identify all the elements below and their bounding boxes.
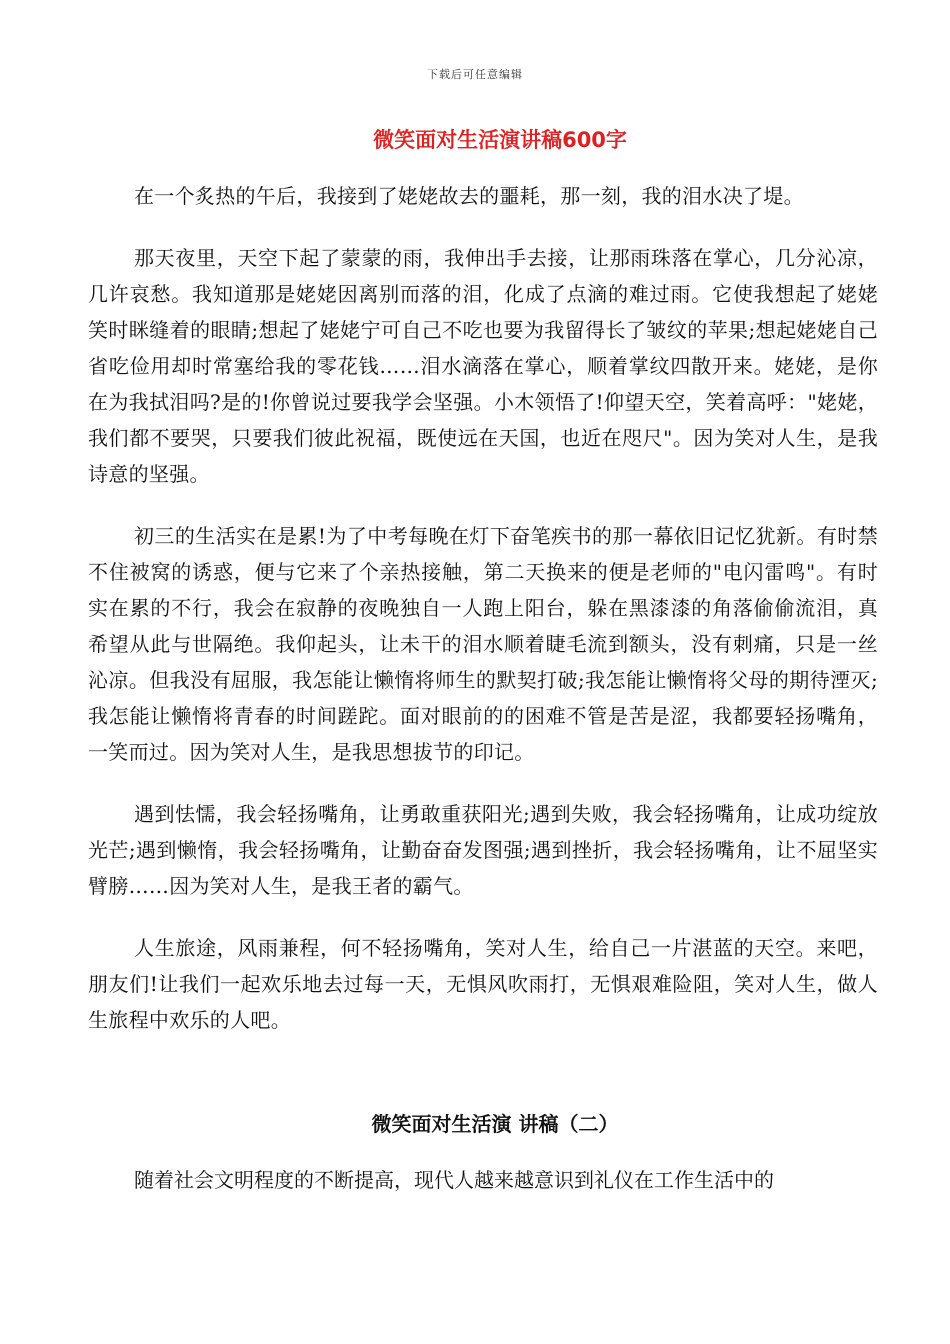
paragraph: 随着社会文明程度的不断提高，现代人越来越意识到礼仪在工作生活中的 (134, 1168, 774, 1192)
paragraph: 初三的生活实在是累!为了中考每晚在灯下奋笔疾书的那一幕依旧记忆犹新。有时禁不住被窝的诱惑，便与它来了个亲热接触，第二天换来的便是老师的"电闪雷鸣"。有时实在累的不行，我会在寂静的夜晚独自一人跑上阳台，躲在黑漆漆的角落偷偷流泪，真希望从此与世隔绝。我仰起头，让未干的泪水顺着睫毛流到额头，没有刺痛，只是一丝沁凉。但我没有屈服，我怎能让懒惰将师生的默契打破;我怎能让懒惰将父母的期待湮灭;我怎能让懒惰将青春的时间蹉跎。面对眼前的的困难不管是苦是涩，我都要轻扬嘴角，一笑而过。因为笑对人生，是我思想拔节的印记。 (88, 524, 878, 764)
paragraph: 人生旅途，风雨兼程，何不轻扬嘴角，笑对人生，给自己一片湛蓝的天空。来吧，朋友们!让我们一起欢乐地去过每一天，无惧风吹雨打，无惧艰难险阻，笑对人生，做人生旅程中欢乐的人吧。 (88, 936, 878, 1032)
section-subtitle: 微笑面对生活演 讲稿（二） (371, 1112, 619, 1136)
document-body (88, 178, 878, 1064)
paragraph: 在一个炙热的午后，我接到了姥姥故去的噩耗，那一刻，我的泪水决了堤。 (134, 184, 804, 208)
header-note: 下载后可任意编辑 (427, 68, 523, 81)
paragraph: 那天夜里，天空下起了蒙蒙的雨，我伸出手去接，让那雨珠落在掌心，几分沁凉，几许哀愁。我知道那是姥姥因离别而落的泪，化成了点滴的难过雨。它使我想起了姥姥笑时眯缝着的眼睛;想起了姥姥宁可自己不吃也要为我留得长了皱纹的苹果;想起姥姥自己省吃俭用却时常塞给我的零花钱……泪水滴落在掌心，顺着掌纹四散开来。姥姥，是你在为我拭泪吗?是的!你曾说过要我学会坚强。小木领悟了!仰望天空，笑着高呼："姥姥，我们都不要哭，只要我们彼此祝福，既使远在天国，也近在咫尺"。因为笑对人生，是我诗意的坚强。 (88, 246, 878, 486)
document-title: 微笑面对生活演讲稿600字 (373, 128, 627, 152)
paragraph: 遇到怯懦，我会轻扬嘴角，让勇敢重获阳光;遇到失败，我会轻扬嘴角，让成功绽放光芒;遇到懒惰，我会轻扬嘴角，让勤奋奋发图强;遇到挫折，我会轻扬嘴角，让不屈坚实臂膀……因为笑对人生，是我王者的霸气。 (88, 802, 878, 898)
